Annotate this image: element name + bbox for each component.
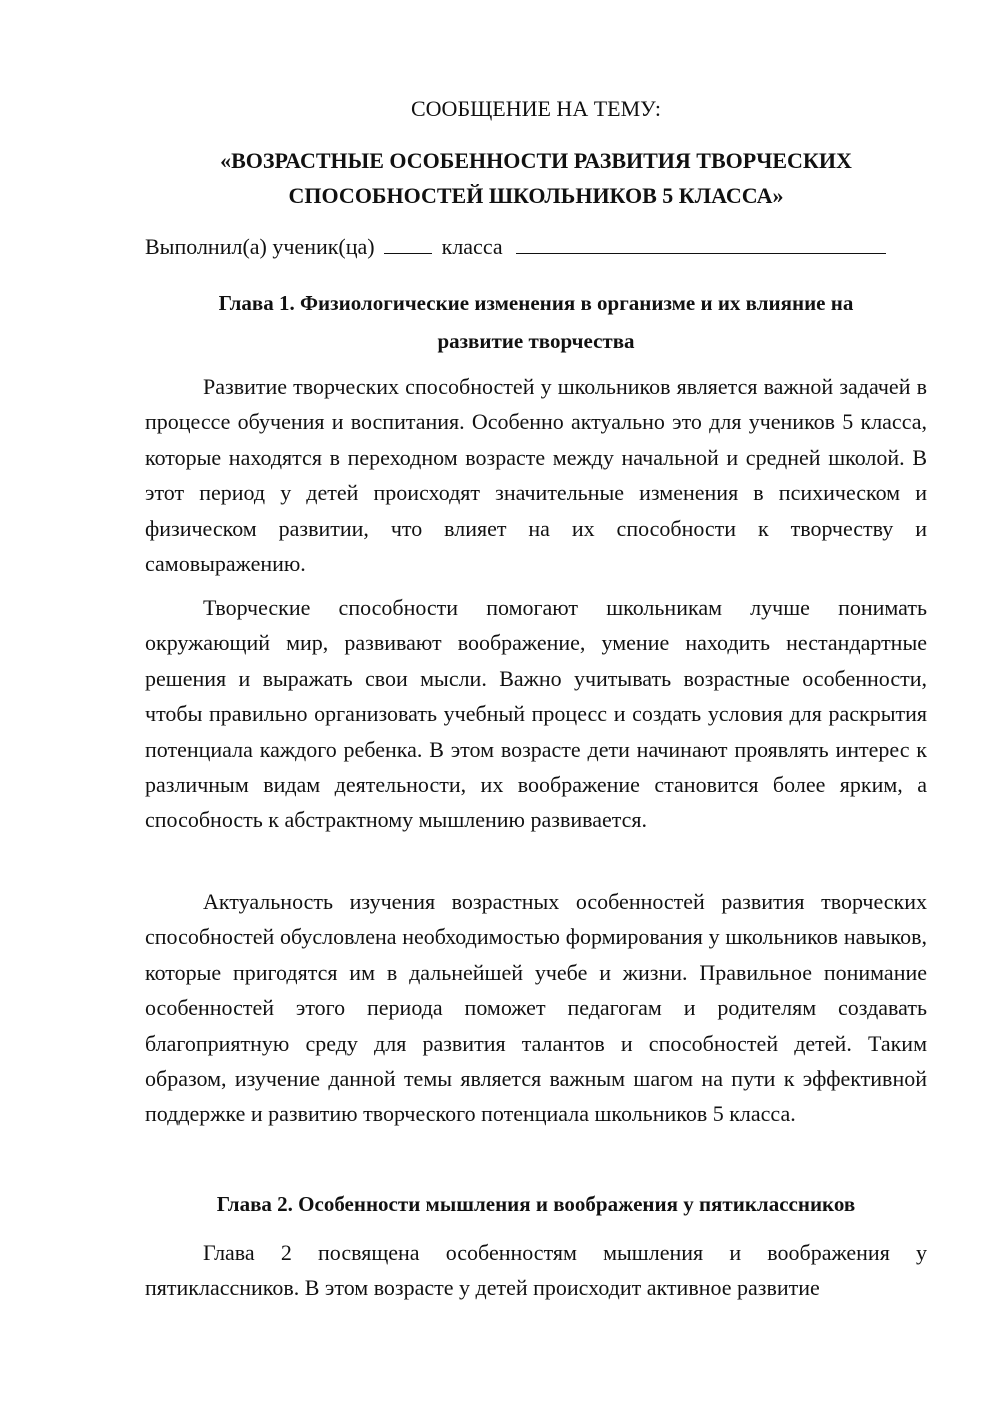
title-line-1: «ВОЗРАСТНЫЕ ОСОБЕННОСТИ РАЗВИТИЯ ТВОРЧЕСКИХ [220,148,852,173]
document-subject: СООБЩЕНИЕ НА ТЕМУ: [411,96,661,121]
class-letter-blank [516,235,886,254]
chapter-1-paragraph: Творческие способности помогают школьникам лучше понимать окружающий мир, развивают воображение, умение находить нестандартные решения и выражать свои мысли. Важно учитывать возрастные особенности, чтобы правильно организовать учебный процесс и создать условия для раскрытия потенциала каждого ребенка. В этом возрасте дети начинают проявлять интерес к различным видам деятельности, их воображение становится более ярким, а способность к абстрактному мышлению развивается. [145,595,927,833]
byline-label: Выполнил(а) ученик(ца) [145,234,375,259]
chapter-2-paragraph: Глава 2 посвящена особенностям мышления и воображения у пятиклассников. В этом возрасте у детей происходит активное развитие [145,1240,927,1301]
author-byline [145,232,927,262]
chapter-2-heading: Глава 2. Особенности мышления и воображения у пятиклассников [216,1192,856,1216]
title-line-2: СПОСОБНОСТЕЙ ШКОЛЬНИКОВ 5 КЛАССА» [288,183,784,208]
chapter-1-paragraph: Развитие творческих способностей у школьников является важной задачей в процессе обучения и воспитания. Особенно актуально это для учеников 5 класса, которые находятся в переходном возрасте между начальной и средней школой. В этот период у детей происходят значительные изменения в психическом и физическом развитии, что влияет на их способности к творчеству и самовыражению. [145,374,927,577]
chapter-1-heading [145,284,927,360]
byline-class-word: класса [441,234,503,259]
class-number-blank [384,235,432,254]
chapter-1-heading-line-2: развитие творчества [437,329,635,353]
document-title [145,143,927,213]
chapter-1-heading-line-1: Глава 1. Физиологические изменения в организме и их влияние на [218,291,854,315]
chapter-1-paragraph: Актуальность изучения возрастных особенностей развития творческих способностей обусловлена необходимостью формирования у школьников навыков, которые пригодятся им в дальнейшей учебе и жизни. Правильное понимание особенностей этого периода поможет педагогам и родителям создавать благоприятную среду для развития талантов и способностей детей. Таким образом, изучение данной темы является важным шагом на пути к эффективной поддержке и развитию творческого потенциала школьников 5 класса. [145,889,927,1127]
